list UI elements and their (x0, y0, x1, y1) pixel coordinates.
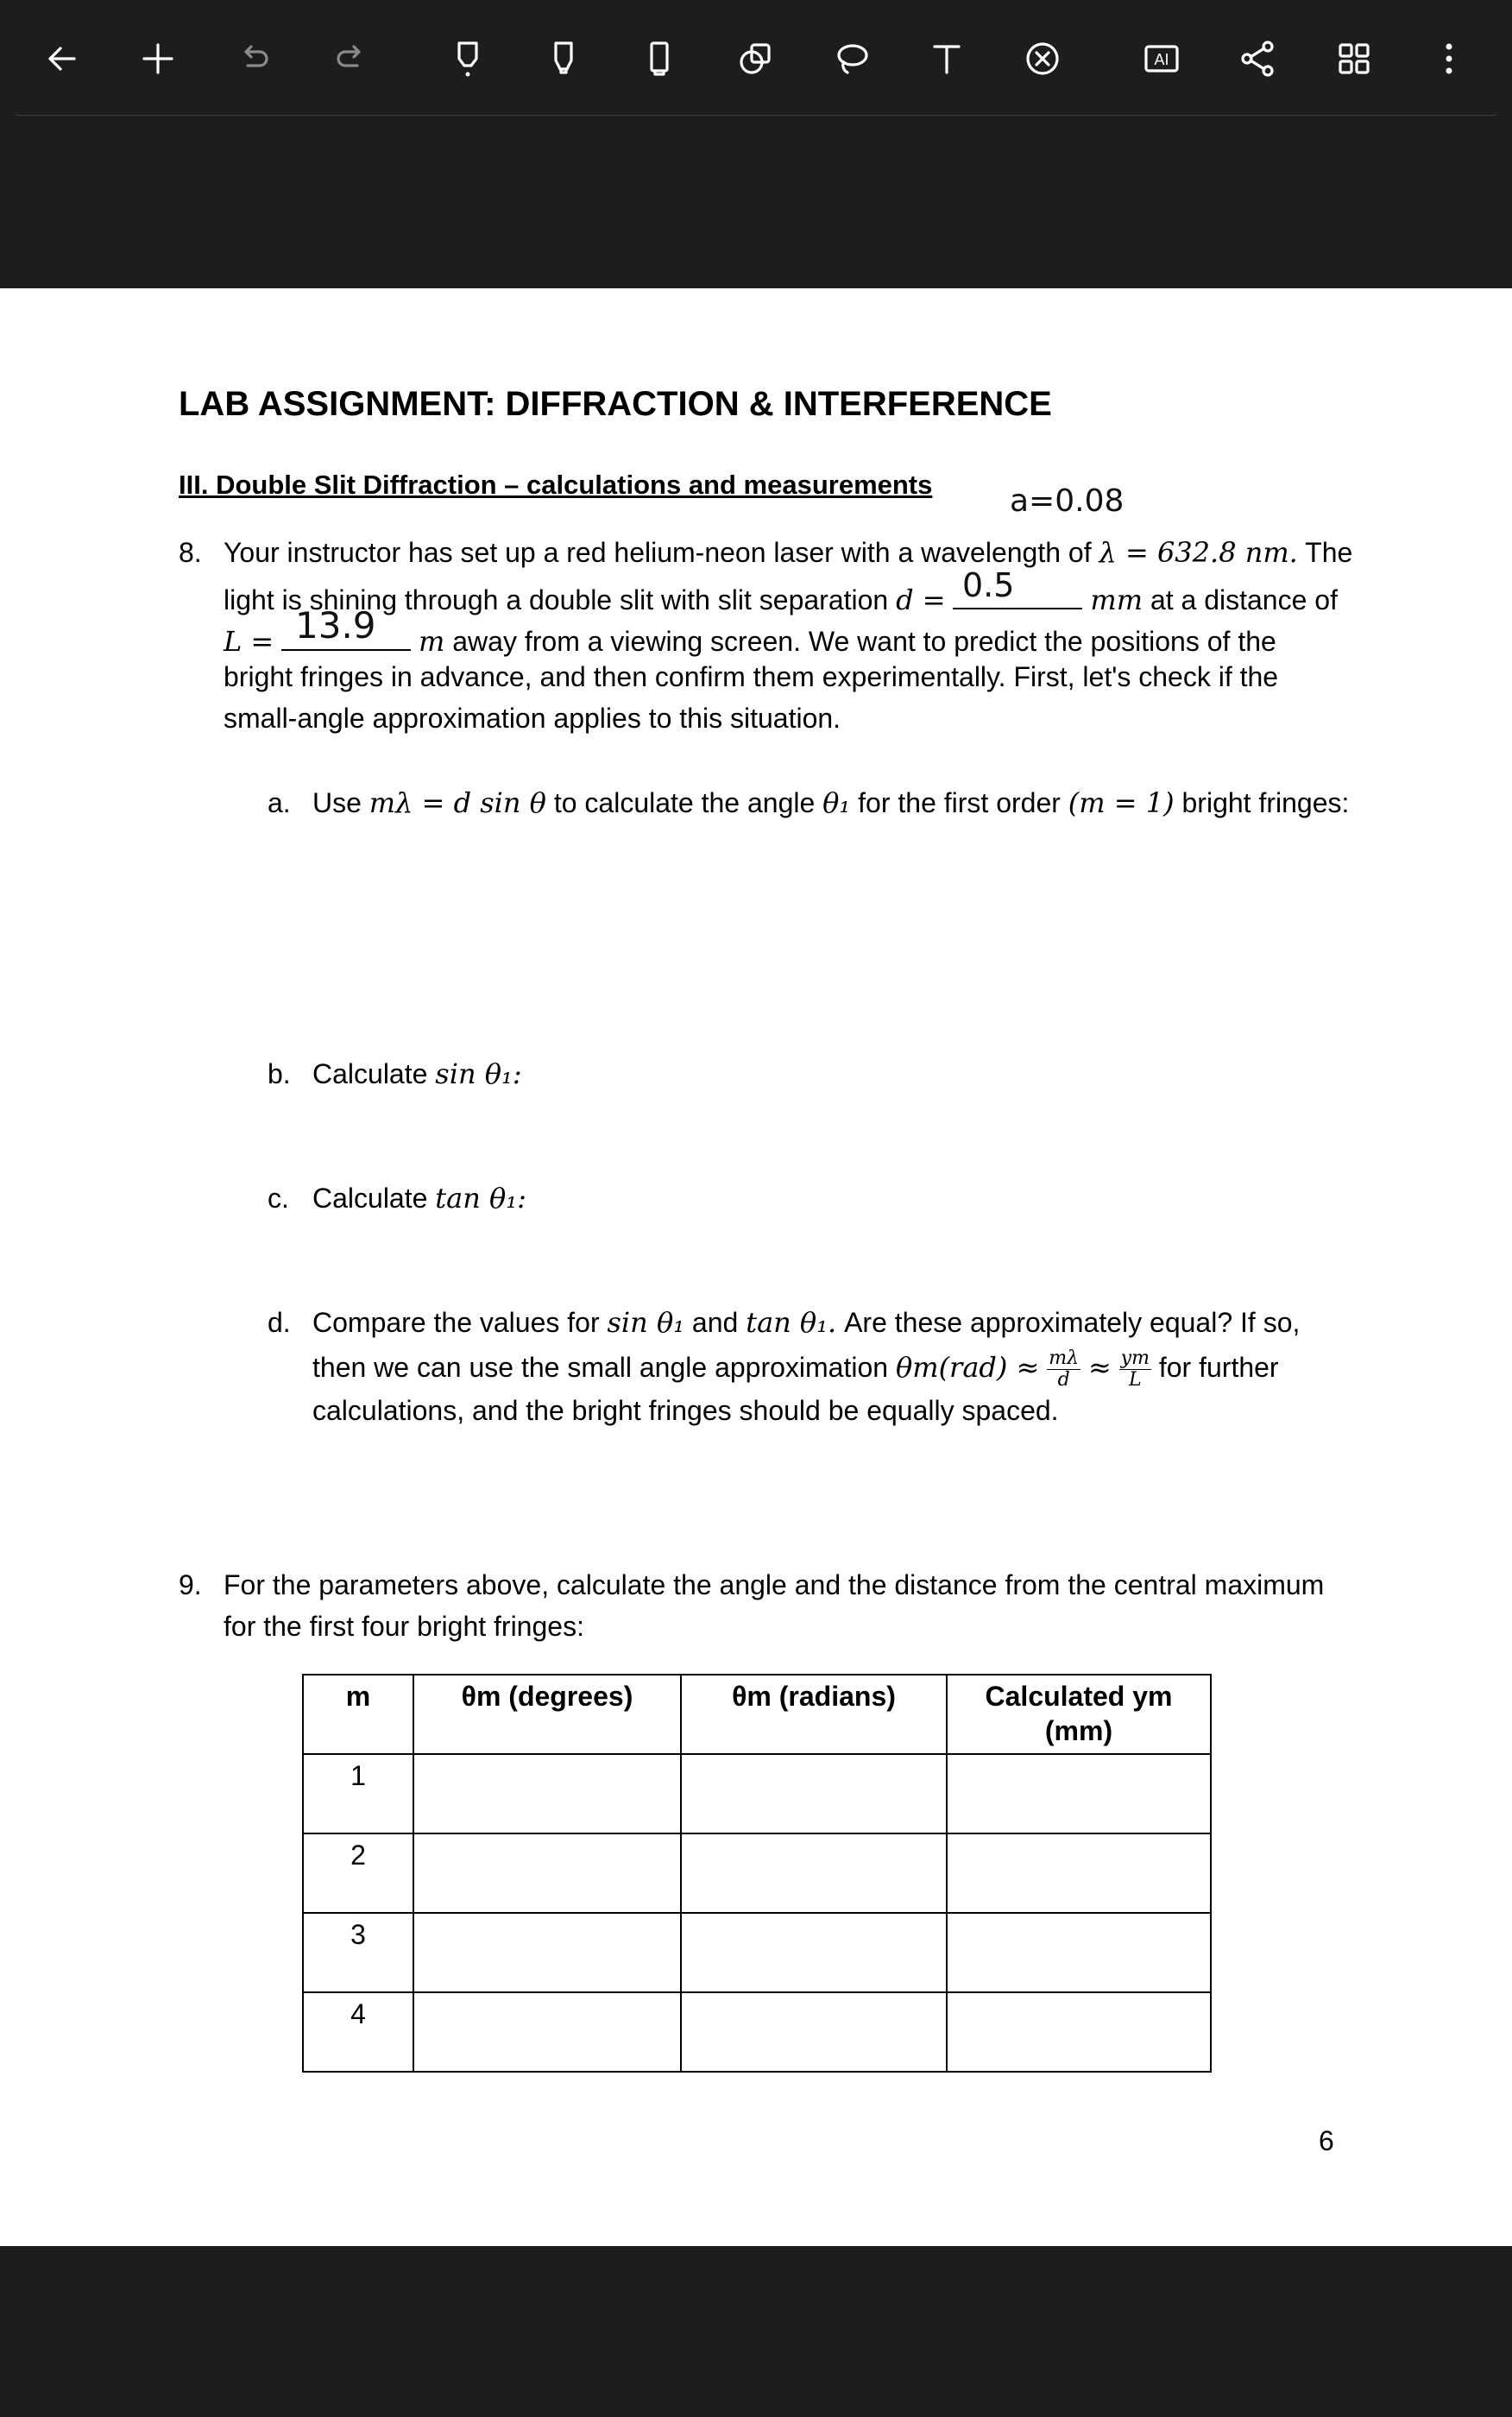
q8c-calc: Calculate (312, 1183, 428, 1214)
table-row (303, 1833, 1211, 1913)
q9-line2: for the first four bright fringes: (224, 1611, 584, 1642)
q8d-line1 (312, 1302, 1300, 1343)
q8b-calc: Calculate (312, 1058, 428, 1089)
q8-lambda: λ = 632.8 nm. (1099, 536, 1298, 569)
q8d-line1b: Are these approximately equal? If so, (844, 1307, 1301, 1338)
cell-ym[interactable] (947, 1833, 1211, 1913)
page-title: LAB ASSIGNMENT: DIFFRACTION & INTERFERENCE (179, 385, 1052, 423)
q8-L-eq: L = (224, 625, 274, 658)
pencil-icon[interactable] (534, 29, 593, 88)
eraser-icon[interactable] (1013, 29, 1072, 88)
shapes-icon[interactable] (726, 29, 784, 88)
row-m-value: 3 (303, 1913, 413, 1992)
cell-degrees[interactable] (413, 1913, 681, 1992)
q8-line2a: light is shining through a double slit with slit separation (224, 584, 889, 615)
header-m: m (303, 1675, 413, 1754)
q8d-theta-m: θm(rad) ≈ (895, 1351, 1040, 1384)
q8a-text (312, 782, 1349, 824)
grid-view-icon[interactable] (1325, 29, 1383, 88)
fraction-mlambda-d (1047, 1348, 1080, 1391)
q8d-line2b: for further (1158, 1352, 1279, 1383)
cell-degrees[interactable] (413, 1833, 681, 1913)
q8b-label: b. (268, 1058, 291, 1089)
q8-line3 (224, 615, 1276, 662)
q8d-and: and (691, 1307, 739, 1338)
document-page (0, 288, 1512, 2246)
cell-degrees[interactable] (413, 1754, 681, 1833)
q8c-text (312, 1177, 526, 1219)
q8-number: 8. (179, 537, 202, 568)
frac2-num: ym (1120, 1347, 1150, 1370)
pen-icon[interactable] (438, 29, 497, 88)
cell-radians[interactable] (681, 1833, 947, 1913)
q8-d-eq: d = (896, 584, 946, 616)
frac1-num: mλ (1049, 1347, 1080, 1370)
text-icon[interactable] (917, 29, 976, 88)
q8a-end: bright fringes: (1181, 787, 1350, 818)
q8-line4: bright fringes in advance, and then confirm them experimentally. First, let's check if the (224, 661, 1279, 692)
q8c-label: c. (268, 1183, 289, 1214)
q8-mm: mm (1090, 584, 1143, 616)
highlighter-icon[interactable] (630, 29, 689, 88)
q8a-mid: to calculate the angle (553, 787, 816, 818)
q8d-line3: calculations, and the bright fringes should be equally spaced. (312, 1395, 1059, 1426)
table-row (303, 1992, 1211, 2072)
q9-line1: For the parameters above, calculate the angle and the distance from the central maximum (224, 1569, 1325, 1600)
q8a-mid2: for the first order (858, 787, 1061, 818)
table-row (303, 1754, 1211, 1833)
q8d-line2 (312, 1347, 1279, 1391)
q8-line3-text: away from a viewing screen. We want to predict the positions of the (452, 626, 1276, 657)
cell-degrees[interactable] (413, 1992, 681, 2072)
q8-line2 (224, 573, 1338, 621)
section-heading: III. Double Slit Diffraction – calculations and measurements (179, 470, 933, 500)
q8a-use: Use (312, 787, 362, 818)
back-arrow-icon[interactable] (33, 29, 91, 88)
q8d-line2a: then we can use the small angle approximation (312, 1352, 889, 1383)
q8-m-unit: m (419, 625, 445, 658)
q8-line5: small-angle approximation applies to this situation. (224, 703, 841, 734)
q8d-label: d. (268, 1307, 291, 1338)
row-m-value: 1 (303, 1754, 413, 1833)
q8b-text (312, 1053, 522, 1095)
more-icon[interactable] (1420, 29, 1478, 88)
header-calculated-ym: Calculated ym (mm) (947, 1675, 1211, 1754)
q8-line2b: at a distance of (1150, 584, 1338, 615)
header-theta-radians: θm (radians) (681, 1675, 947, 1754)
q8d-line1a: Compare the values for (312, 1307, 600, 1338)
q8a-formula: mλ = d sin θ (369, 786, 546, 819)
handwritten-L-value: 13.9 (295, 604, 376, 647)
row-m-value: 4 (303, 1992, 413, 2072)
cell-ym[interactable] (947, 1992, 1211, 2072)
q8d-tan: tan θ₁. (746, 1306, 837, 1339)
cell-ym[interactable] (947, 1913, 1211, 1992)
row-m-value: 2 (303, 1833, 413, 1913)
table-row (303, 1913, 1211, 1992)
lasso-icon[interactable] (822, 29, 880, 88)
q8a-m1: (m = 1) (1068, 786, 1175, 819)
q8a-label: a. (268, 787, 291, 818)
q8b-expr: sin θ₁: (435, 1057, 522, 1090)
header-theta-degrees: θm (degrees) (413, 1675, 681, 1754)
cell-radians[interactable] (681, 1913, 947, 1992)
q8a-theta1: θ₁ (822, 786, 851, 819)
handwritten-note: a=0.08 (1010, 483, 1125, 519)
add-icon[interactable] (129, 29, 187, 88)
frac1-den: d (1057, 1369, 1070, 1392)
q8-the: The (1305, 537, 1353, 568)
handwritten-d-value: 0.5 (962, 566, 1015, 604)
toolbar (0, 0, 1512, 116)
q8d-approx: ≈ (1087, 1351, 1112, 1384)
q8-line1-text: Your instructor has set up a red helium-neon laser with a wavelength of (224, 537, 1092, 568)
redo-icon[interactable] (321, 29, 380, 88)
ai-icon[interactable] (1132, 29, 1191, 88)
fraction-ym-L (1119, 1348, 1151, 1391)
share-icon[interactable] (1228, 29, 1287, 88)
table-header-row (303, 1675, 1211, 1754)
q9-number: 9. (179, 1569, 202, 1600)
q8-line1 (224, 532, 1352, 573)
ai-icon-label: AI (1154, 51, 1169, 68)
fringe-table (302, 1674, 1212, 2073)
undo-icon[interactable] (225, 29, 284, 88)
cell-radians[interactable] (681, 1992, 947, 2072)
toolbar-divider (16, 115, 1496, 116)
q8c-expr: tan θ₁: (435, 1182, 526, 1215)
q8d-sin: sin θ₁ (607, 1306, 685, 1339)
cell-radians[interactable] (681, 1754, 947, 1833)
cell-ym[interactable] (947, 1754, 1211, 1833)
frac2-den: L (1129, 1369, 1142, 1392)
page-number: 6 (1319, 2125, 1334, 2156)
